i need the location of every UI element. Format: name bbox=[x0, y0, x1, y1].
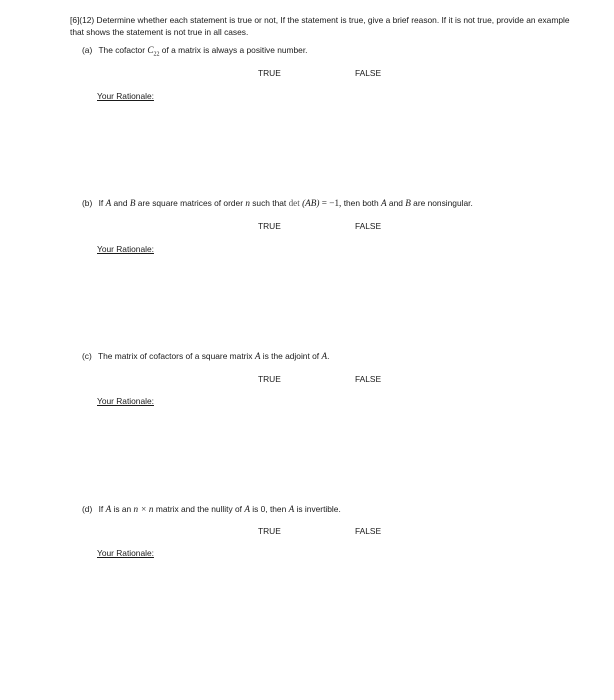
question-label: (c) bbox=[82, 351, 92, 361]
true-option[interactable]: TRUE bbox=[258, 374, 281, 384]
math-det: det bbox=[288, 198, 300, 208]
question-text: If bbox=[98, 198, 104, 208]
math-symbol: A bbox=[254, 351, 261, 361]
question-b bbox=[82, 197, 562, 209]
question-text: . bbox=[327, 351, 330, 361]
math-symbol: n bbox=[245, 198, 250, 208]
question-text: The cofactor bbox=[98, 45, 145, 55]
false-option[interactable]: FALSE bbox=[355, 526, 382, 536]
question-text: and bbox=[113, 198, 128, 208]
rationale-answer-area[interactable] bbox=[97, 104, 537, 184]
question-text: matrix and the nullity of bbox=[155, 504, 242, 514]
math-symbol: A bbox=[105, 504, 112, 514]
question-text: is 0, then bbox=[252, 504, 287, 514]
question-text: is an bbox=[113, 504, 132, 514]
rationale-answer-area[interactable] bbox=[97, 561, 537, 641]
math-symbol: A bbox=[288, 504, 295, 514]
question-label: (d) bbox=[82, 504, 93, 514]
question-text: is the adjoint of bbox=[262, 351, 320, 361]
question-text: If bbox=[98, 504, 104, 514]
math-symbol: n × n bbox=[133, 504, 154, 514]
math-symbol: C bbox=[147, 45, 154, 55]
rationale-label: Your Rationale: bbox=[97, 244, 154, 254]
question-text: and bbox=[388, 198, 403, 208]
question-label: (a) bbox=[82, 45, 93, 55]
math-symbol: (AB) bbox=[302, 198, 320, 208]
question-a bbox=[82, 44, 562, 61]
question-label: (b) bbox=[82, 198, 93, 208]
question-text: are nonsingular. bbox=[413, 198, 473, 208]
math-symbol: A bbox=[380, 198, 387, 208]
question-text: such that bbox=[252, 198, 287, 208]
rationale-label: Your Rationale: bbox=[97, 396, 154, 406]
rationale-label: Your Rationale: bbox=[97, 91, 154, 101]
question-text: of a matrix is always a positive number. bbox=[161, 45, 308, 55]
true-option[interactable]: TRUE bbox=[258, 68, 281, 78]
question-d bbox=[82, 503, 562, 515]
math-symbol: A bbox=[105, 198, 112, 208]
question-c bbox=[82, 350, 562, 362]
rationale-answer-area[interactable] bbox=[97, 257, 537, 337]
false-option[interactable]: FALSE bbox=[355, 68, 382, 78]
rationale-label: Your Rationale: bbox=[97, 548, 154, 558]
math-symbol: A bbox=[321, 351, 328, 361]
problem-instructions: [6](12) Determine whether each statement is true or not, If the statement is true, give a brief reason. If it is not true, provide an example that shows the statement is not true in all cases. bbox=[70, 15, 570, 37]
false-option[interactable]: FALSE bbox=[355, 221, 382, 231]
math-subscript: 22 bbox=[153, 51, 160, 58]
math-equation: = −1, bbox=[321, 198, 342, 208]
rationale-answer-area[interactable] bbox=[97, 409, 537, 489]
question-text: The matrix of cofactors of a square matrix bbox=[97, 351, 253, 361]
question-text: are square matrices of order bbox=[137, 198, 243, 208]
math-symbol: B bbox=[405, 198, 411, 208]
question-text: is invertible. bbox=[296, 504, 341, 514]
true-option[interactable]: TRUE bbox=[258, 221, 281, 231]
math-symbol: A bbox=[244, 504, 250, 514]
false-option[interactable]: FALSE bbox=[355, 374, 382, 384]
math-symbol: B bbox=[129, 198, 136, 208]
question-text: then both bbox=[343, 198, 379, 208]
true-option[interactable]: TRUE bbox=[258, 526, 281, 536]
